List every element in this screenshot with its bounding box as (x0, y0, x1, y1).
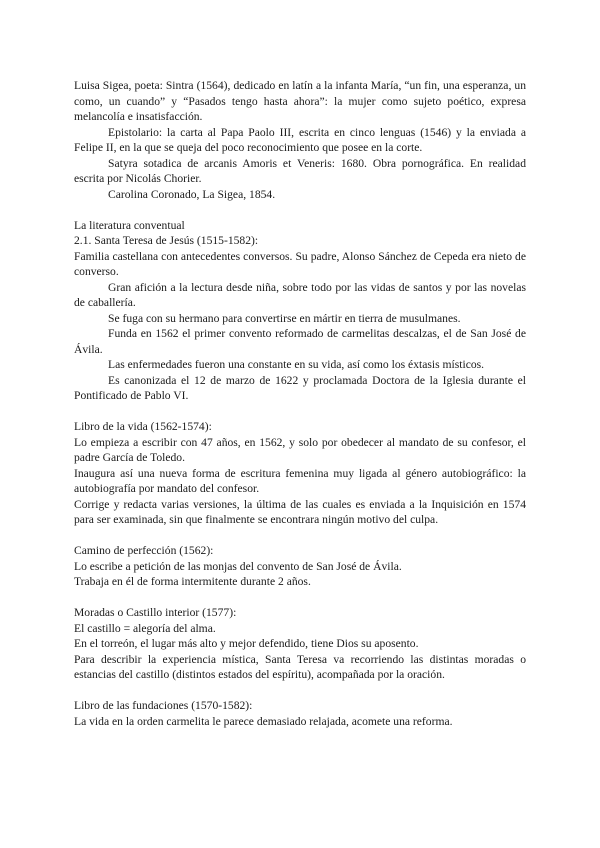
spacer (74, 590, 526, 606)
teresa-paragraph: Es canonizada el 12 de marzo de 1622 y proclamada Doctora de la Iglesia durante el Pontificado de Pablo VI. (74, 373, 526, 402)
spacer (74, 404, 526, 420)
teresa-paragraph: Se fuga con su hermano para convertirse en mártir en tierra de musulmanes. (108, 311, 461, 325)
moradas-title: Moradas o Castillo interior (1577): (74, 606, 237, 619)
libro-vida-paragraph: Inaugura así una nueva forma de escritura femenina muy ligada al género autobiográfico: la autobiografía por mandato del confesor. (74, 466, 526, 495)
sigea-coronado: Carolina Coronado, La Sigea, 1854. (108, 187, 276, 201)
sigea-satyra: Satyra sotadica de arcanis Amoris et Veneris: 1680. Obra pornográfica. En realidad escrita por Nicolás Chorier. (74, 156, 526, 185)
teresa-paragraph: Familia castellana con antecedentes conversos. Su padre, Alonso Sánchez de Cepeda era nieto de converso. (74, 249, 526, 278)
teresa-paragraph: Gran afición a la lectura desde niña, sobre todo por las vidas de santos y por las novelas de caballería. (74, 280, 526, 309)
spacer (74, 528, 526, 544)
libro-vida-paragraph: Lo empieza a escribir con 47 años, en 1562, y solo por obedecer al mandato de su confesor, el padre García de Toledo. (74, 435, 526, 464)
section-heading: La literatura conventual (74, 218, 185, 232)
camino-title: Camino de perfección (1562): (74, 544, 214, 557)
moradas-paragraph: El castillo = alegoría del alma. (74, 621, 216, 635)
camino-paragraph: Trabaja en él de forma intermitente durante 2 años. (74, 575, 311, 588)
spacer (74, 683, 526, 699)
fundaciones-title: Libro de las fundaciones (1570-1582): (74, 699, 253, 712)
moradas-paragraph: Para describir la experiencia mística, Santa Teresa va recorriendo las distintas moradas o estancias del castillo (distintos estados del espíritu), acompañada por la oración. (74, 652, 526, 681)
section-subheading: 2.1. Santa Teresa de Jesús (1515-1582): (74, 234, 259, 247)
sigea-intro: Luisa Sigea, poeta: Sintra (1564), dedicado en latín a la infanta María, “un fin, una esperanza, un como, un cuando” y “Pasados tengo hasta ahora”: la mujer como sujeto poético, expresa melancolía e insatisfacción. (74, 79, 526, 123)
fundaciones-paragraph: La vida en la orden carmelita le parece demasiado relajada, acomete una reforma. (74, 714, 453, 728)
moradas-paragraph: En el torreón, el lugar más alto y mejor defendido, tiene Dios su aposento. (74, 637, 419, 650)
teresa-paragraph: Las enfermedades fueron una constante en su vida, así como los éxtasis místicos. (108, 358, 485, 371)
spacer (74, 202, 526, 218)
sigea-epistolario: Epistolario: la carta al Papa Paolo III, escrita en cinco lenguas (1546) y la enviada a Felipe II, en la que se queja del poco reconocimiento que posee en la corte. (74, 125, 526, 154)
camino-paragraph: Lo escribe a petición de las monjas del convento de San José de Ávila. (74, 559, 402, 573)
libro-vida-title: Libro de la vida (1562-1574): (74, 420, 212, 433)
teresa-paragraph: Funda en 1562 el primer convento reformado de carmelitas descalzas, el de San José de Ávila. (74, 327, 526, 356)
libro-vida-paragraph: Corrige y redacta varias versiones, la última de las cuales es enviada a la Inquisición en 1574 para ser examinada, sin que finalmente se encontrara ningún motivo del culpa. (74, 497, 526, 526)
